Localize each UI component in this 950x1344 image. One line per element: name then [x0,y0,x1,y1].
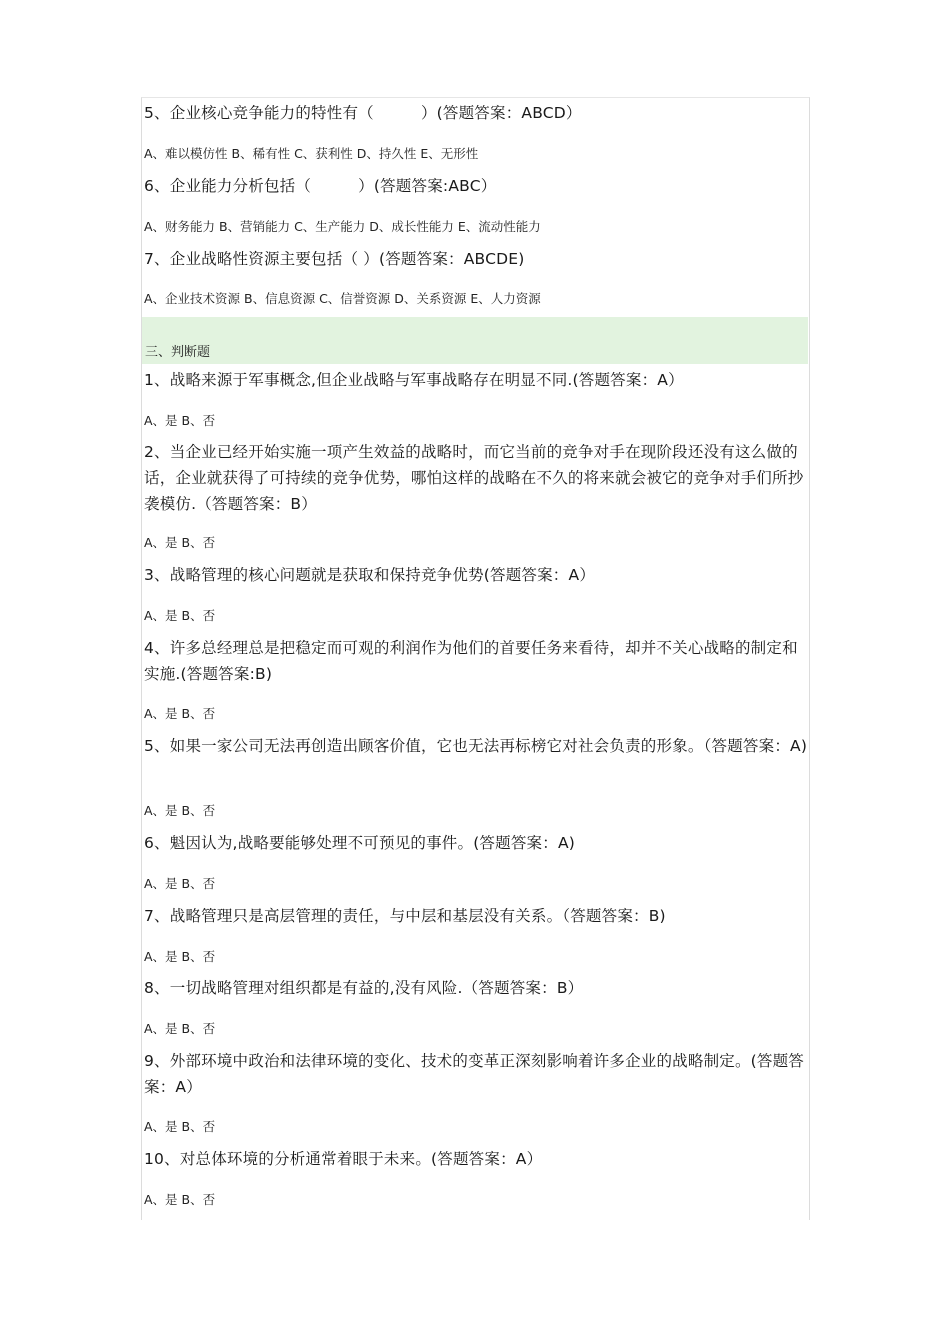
option-list: A、是 B、否 [144,876,216,891]
option-list: A、是 B、否 [144,803,216,818]
section-header-band [142,317,808,364]
option-list: A、是 B、否 [144,1192,216,1207]
question-text: 7、企业战略性资源主要包括（ ）(答题答案：ABCDE) [144,250,525,268]
question-text: 5、如果一家公司无法再创造出顾客价值，它也无法再标榜它对社会负责的形象。（答题答案：A) [144,737,808,755]
option-list: A、难以模仿性 B、稀有性 C、获利性 D、持久性 E、无形性 [144,146,479,161]
question-text: 8、一切战略管理对组织都是有益的,没有风险.（答题答案：B） [144,979,584,997]
option-list: A、是 B、否 [144,413,216,428]
question-text: 7、战略管理只是高层管理的责任，与中层和基层没有关系。（答题答案：B) [144,907,666,925]
section-title: 三、判断题 [145,345,211,360]
question-text: 5、企业核心竞争能力的特性有（ ）(答题答案：ABCD） [144,104,582,122]
question-text: 10、对总体环境的分析通常着眼于未来。(答题答案：A） [144,1150,543,1168]
question-text: 9、外部环境中政治和法律环境的变化、技术的变革正深刻影响着许多企业的战略制定。(答题答案：A） [144,1052,805,1096]
option-list: A、是 B、否 [144,1021,216,1036]
question-text: 6、魁因认为,战略要能够处理不可预见的事件。(答题答案：A) [144,834,575,852]
question-text: 4、许多总经理总是把稳定而可观的利润作为他们的首要任务来看待，却并不关心战略的制定和实施.(答题答案:B) [144,639,798,683]
option-list: A、是 B、否 [144,949,216,964]
question-text: 2、当企业已经开始实施一项产生效益的战略时，而它当前的竞争对手在现阶段还没有这么做的话，企业就获得了可持续的竞争优势，哪怕这样的战略在不久的将来就会被它的竞争对手们所抄袭模仿.（答题答案：B） [144,443,804,513]
option-list: A、是 B、否 [144,1119,216,1134]
option-list: A、是 B、否 [144,706,216,721]
question-text: 1、战略来源于军事概念,但企业战略与军事战略存在明显不同.(答题答案：A） [144,371,684,389]
option-list: A、财务能力 B、营销能力 C、生产能力 D、成长性能力 E、流动性能力 [144,219,541,234]
option-list: A、是 B、否 [144,608,216,623]
question-text: 3、战略管理的核心问题就是获取和保持竞争优势(答题答案：A） [144,566,596,584]
option-list: A、是 B、否 [144,535,216,550]
option-list: A、企业技术资源 B、信息资源 C、信誉资源 D、关系资源 E、人力资源 [144,291,541,306]
question-text: 6、企业能力分析包括（ ）(答题答案:ABC） [144,177,497,195]
